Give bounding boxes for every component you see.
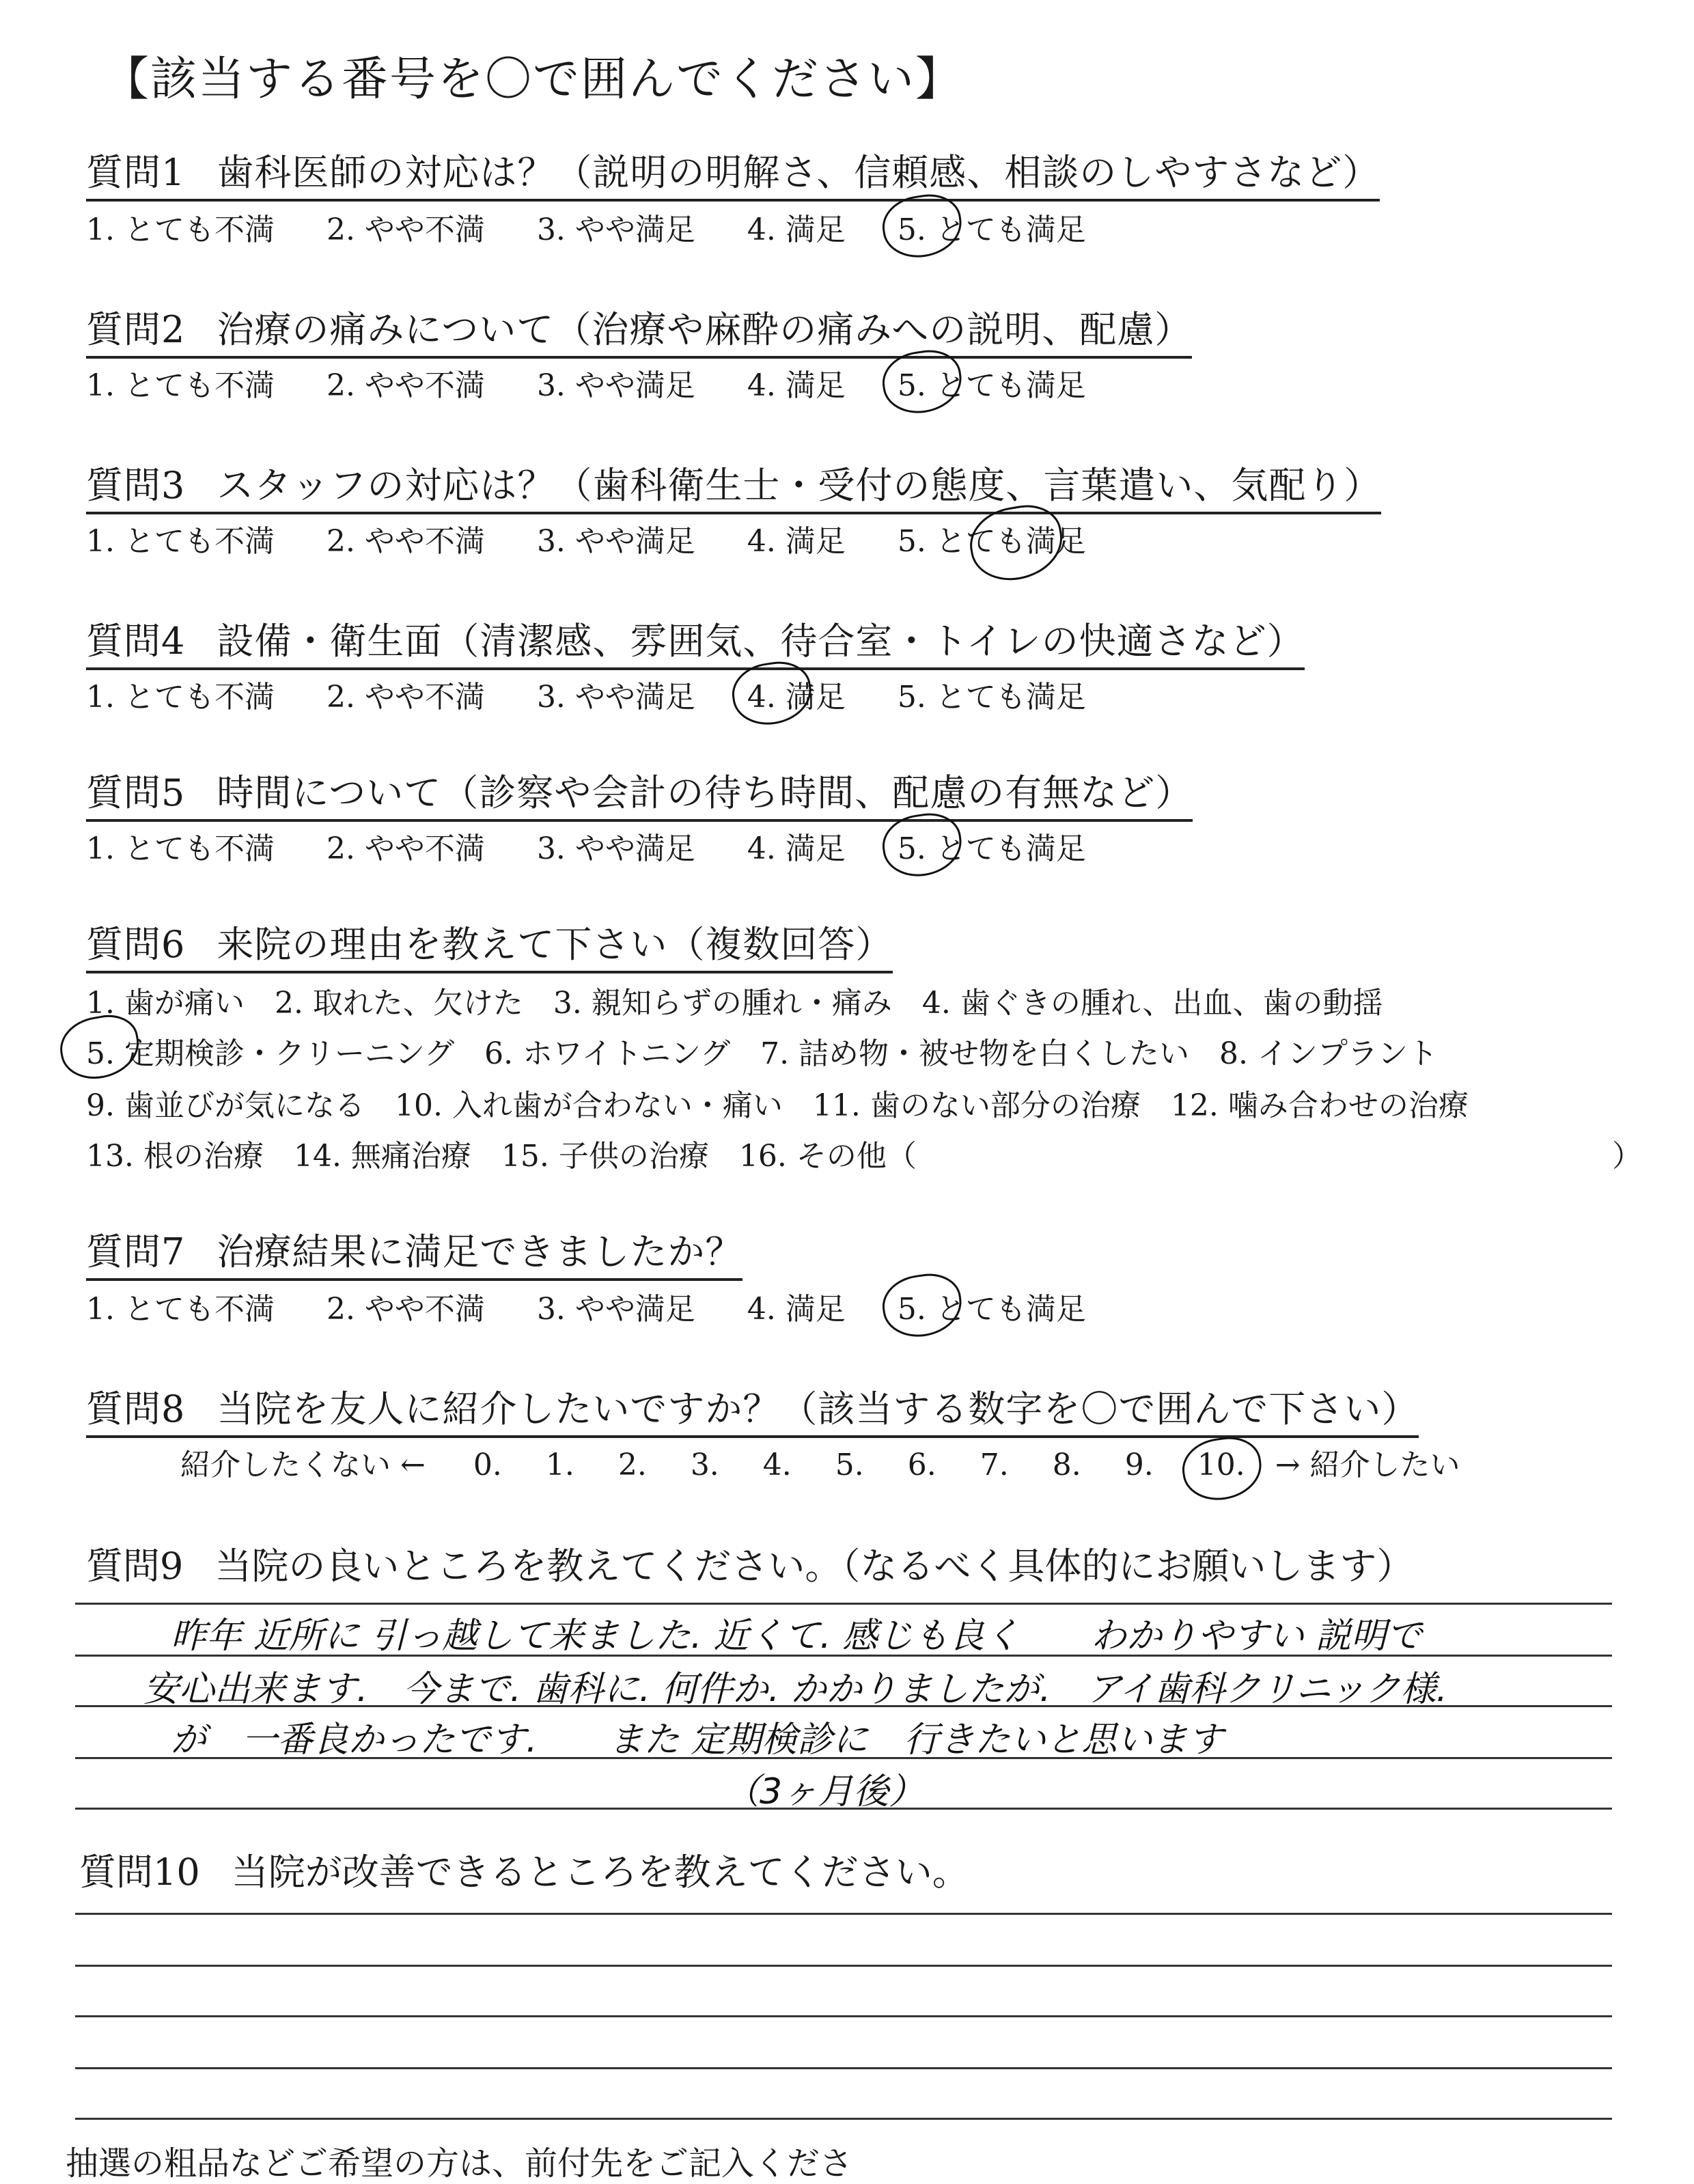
question-4-text: 設備・衛生面（清潔感、雰囲気、待合室・トイレの快適さなど） — [217, 620, 1305, 663]
option-5-selected[interactable]: 5. とても満足 — [898, 205, 1086, 249]
question-9 — [86, 1537, 1413, 1590]
question-6-number: 質問6 — [86, 923, 186, 966]
answer-line — [75, 2067, 1612, 2069]
question-10-text: 当院が改善できるところを教えてください。 — [231, 1851, 969, 1894]
question-5-number: 質問5 — [86, 771, 186, 814]
option-1[interactable]: 1. とても不満 — [86, 831, 275, 866]
question-2 — [86, 301, 1192, 359]
score-9[interactable]: 9. — [1124, 1448, 1154, 1482]
question-6-row-3[interactable]: 9. 歯並びが気になる 10. 入れ歯が合わない・痛い 11. 歯のない部分の治療 12. 噛み合わせの治療 — [86, 1088, 1469, 1123]
option-2[interactable]: 2. やや不満 — [326, 831, 485, 866]
answer-line — [75, 1603, 1612, 1605]
answer-line — [75, 1913, 1612, 1915]
question-7-options — [86, 1284, 1128, 1328]
option-1[interactable]: 1. とても不満 — [86, 212, 275, 247]
question-8 — [86, 1380, 1419, 1438]
question-2-options — [86, 361, 1128, 404]
page-title: 【該当する番号を〇で囲んでください】 — [102, 53, 964, 107]
question-5-text: 時間について（診察や会計の待ち時間、配慮の有無など） — [217, 771, 1193, 814]
option-1[interactable]: 1. とても不満 — [86, 524, 275, 559]
question-7-number: 質問7 — [86, 1230, 186, 1273]
score-6[interactable]: 6. — [907, 1448, 936, 1482]
option-1[interactable]: 1. とても不満 — [86, 1292, 275, 1327]
question-3-number: 質問3 — [86, 464, 186, 507]
option-2[interactable]: 2. やや不満 — [326, 212, 485, 247]
scale-right-label: → 紹介したい — [1275, 1448, 1460, 1482]
answer-line — [75, 2118, 1612, 2120]
scale-left-label: 紹介したくない ← — [180, 1448, 426, 1482]
handwritten-answer-line-4: （3ヶ月後） — [724, 1771, 925, 1812]
option-3[interactable]: 3. やや満足 — [536, 212, 695, 247]
option-2[interactable]: 2. やや不満 — [326, 1292, 485, 1327]
option-5-selected[interactable]: 5. とても満足 — [897, 524, 1086, 559]
option-2[interactable]: 2. やや不満 — [326, 680, 485, 715]
score-2[interactable]: 2. — [617, 1448, 647, 1482]
question-2-number: 質問2 — [86, 308, 186, 351]
question-1-text: 歯科医師の対応は？（説明の明解さ、信頼感、相談のしやすさなど） — [217, 151, 1380, 194]
option-3[interactable]: 3. やや満足 — [536, 524, 695, 559]
question-5 — [86, 764, 1193, 822]
answer-line — [75, 2015, 1612, 2017]
question-6 — [86, 915, 893, 973]
option-5-selected[interactable]: 5. とても満足 — [898, 361, 1086, 404]
option-3[interactable]: 3. やや満足 — [536, 1292, 695, 1327]
option-4[interactable]: 4. 満足 — [747, 212, 846, 247]
score-3[interactable]: 3. — [690, 1448, 719, 1482]
question-9-text: 当院の良いところを教えてください。（なるべく具体的にお願いします） — [214, 1545, 1414, 1588]
score-8[interactable]: 8. — [1052, 1448, 1081, 1482]
option-2[interactable]: 2. やや不満 — [326, 524, 485, 559]
option-5[interactable]: 5. とても満足 — [897, 680, 1086, 715]
question-1-options — [86, 205, 1128, 249]
option-1[interactable]: 1. とても不満 — [86, 680, 275, 715]
score-1[interactable]: 1. — [545, 1448, 574, 1482]
question-4 — [86, 612, 1305, 670]
question-3-text: スタッフの対応は？（歯科衛生士・受付の態度、言葉遣い、気配り） — [217, 464, 1382, 507]
score-4[interactable]: 4. — [762, 1448, 792, 1482]
question-8-text: 当院を友人に紹介したいですか？（該当する数字を〇で囲んで下さい） — [217, 1387, 1419, 1430]
option-4[interactable]: 4. 満足 — [747, 368, 846, 403]
score-7[interactable]: 7. — [980, 1448, 1009, 1482]
handwritten-answer-line-2: 安心出来ます. 今まで. 歯科に. 何件か. かかりましたが. アイ歯科クリニック様. — [143, 1669, 1447, 1710]
option-3[interactable]: 3. やや満足 — [536, 368, 695, 403]
option-1[interactable]: 1. とても不満 — [86, 368, 275, 403]
question-7-text: 治療結果に満足できましたか？ — [217, 1230, 743, 1273]
question-8-number: 質問8 — [86, 1387, 186, 1430]
question-4-options — [86, 672, 1128, 716]
question-10 — [79, 1843, 969, 1896]
answer-line — [75, 1965, 1612, 1967]
score-5[interactable]: 5. — [835, 1448, 864, 1482]
score-10-selected[interactable]: 10. — [1197, 1448, 1245, 1482]
option-3[interactable]: 3. やや満足 — [536, 680, 695, 715]
question-6-text: 来院の理由を教えて下さい（複数回答） — [217, 923, 893, 966]
question-2-text: 治療の痛みについて（治療や麻酔の痛みへの説明、配慮） — [217, 308, 1193, 351]
question-3 — [86, 456, 1381, 514]
question-1 — [86, 143, 1380, 202]
option-2[interactable]: 2. やや不満 — [326, 368, 485, 403]
score-0[interactable]: 0. — [473, 1448, 502, 1482]
handwritten-answer-line-1: 昨年 近所に 引っ越して来ました. 近くて. 感じも良く わかりやすい 説明で — [171, 1616, 1422, 1657]
question-8-scale — [180, 1440, 1460, 1484]
option-4-selected[interactable]: 4. 満足 — [747, 672, 846, 716]
question-9-number: 質問9 — [86, 1545, 184, 1588]
option-5-selected[interactable]: 5. とても満足 — [898, 1284, 1086, 1328]
question-7 — [86, 1223, 742, 1281]
option-4[interactable]: 4. 満足 — [747, 524, 846, 559]
question-1-number: 質問1 — [86, 151, 186, 194]
question-6-row-4[interactable]: 13. 根の治療 14. 無痛治療 15. 子供の治療 16. その他（ — [86, 1139, 917, 1174]
question-5-options — [86, 824, 1128, 868]
option-4[interactable]: 4. 満足 — [747, 831, 846, 866]
option-4[interactable]: 4. 満足 — [747, 1292, 846, 1327]
option-5-selected[interactable]: 5. とても満足 — [898, 824, 1086, 868]
question-10-number: 質問10 — [79, 1851, 200, 1894]
option-3[interactable]: 3. やや満足 — [536, 831, 695, 866]
footer-partial-text: 抽選の粗品などご希望の方は、前付先をご記入くださ — [66, 2144, 853, 2183]
handwritten-answer-line-3: が 一番良かったです. また 定期検診に 行きたいと思います — [171, 1719, 1224, 1760]
other-close-paren: ） — [1612, 1139, 1642, 1174]
question-6-row-2[interactable]: 5. 定期検診・クリーニング 6. ホワイトニング 7. 詰め物・被せ物を白くしたい 8. インプラント — [86, 1036, 1439, 1071]
question-6-row-1[interactable]: 1. 歯が痛い 2. 取れた、欠けた 3. 親知らずの腫れ・痛み 4. 歯ぐきの腫れ、出血、歯の動揺 — [86, 986, 1383, 1021]
question-4-number: 質問4 — [86, 620, 186, 663]
